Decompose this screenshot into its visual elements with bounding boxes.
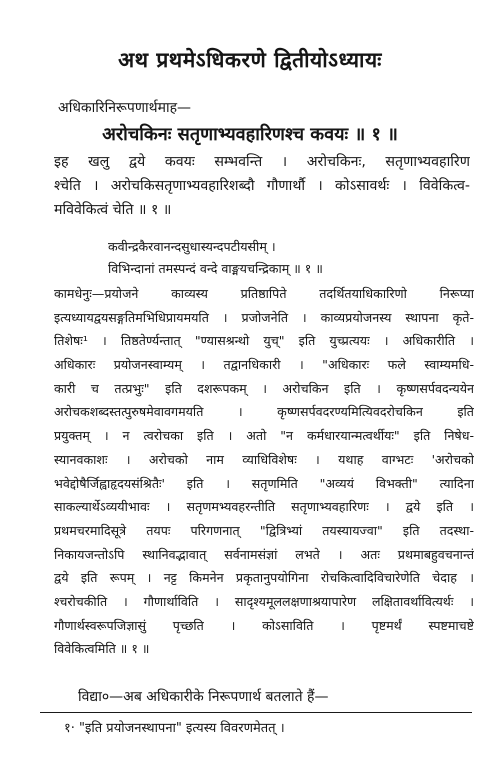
commentary-line: प्रयुक्तम् । न त्वरोचका इति । अतो "न कर्मधारयान्मत्वर्थीयः" इति निषेध-: [54, 428, 474, 444]
vritti-paragraph: [54, 150, 470, 222]
verse-line: विभिन्दानां तमस्पन्दं वन्दे वाङ्मयचन्द्रिकाम् ॥ १ ॥: [108, 261, 323, 276]
commentary-line: प्रथमचरमादिसूत्रे तयपः परिगणनात् "द्वित्रिभ्यां तयस्यायज्वा" इति तदस्था-: [54, 522, 474, 538]
commentary-line: द्वये इति रूपम् । नट्ट किमनेन प्रकृतानुपयोगिना रोचकित्वादिविचारेणेति चेदाह ।: [54, 570, 474, 586]
benedictory-verse: [108, 236, 323, 280]
commentary-line: भवेद्दोषैर्जिह्वाहृदयसंश्रितैः' इति । सतृणमिति "अव्ययं विभक्ती" त्यादिना: [54, 475, 474, 491]
hindi-summary: विद्या०—अब अधिकारीके निरूपणार्थ बतलाते हैं—: [78, 689, 329, 705]
commentary-line: अधिकारः प्रयोजनस्वाम्यम् । तद्वानधिकारी । "अधिकारः फले स्वाम्यमधि-: [54, 357, 474, 373]
commentary-line: कारी च तत्प्रभुः" इति दशरूपकम् । अरोचकिन इति । कृष्णसर्पवदन्ययेन: [54, 380, 474, 396]
commentary-line: कामधेनुः—प्रयोजने काव्यस्य प्रतिष्ठापिते तदर्थितयाधिकारिणो निरूप्या: [54, 286, 474, 301]
commentary-line: निकायजन्तोऽपि स्थानिवद्भावात् सर्वनामसंज्ञां लभते । अतः प्रथमाबहुवचनान्तं: [54, 546, 474, 562]
verse-line: कवीन्द्रकैरवानन्दसुधास्यन्दपटीयसीम् ।: [108, 239, 276, 254]
chapter-title: अथ प्रथमेऽधिकरणे द्वितीयोऽध्यायः: [118, 48, 382, 72]
footnote-divider: [40, 712, 472, 713]
commentary-line: स्यानवकाशः । अरोचको नाम व्याधिविशेषः । यथाह वाग्भटः 'अरोचको: [54, 451, 474, 467]
vritti-line: इह खलु द्वये कवयः सम्भवन्ति । अरोचकिनः, सतृणाभ्यवहारिण: [54, 154, 470, 170]
commentary-line: इत्यध्यायद्वयसङ्गतिमभिधिप्रायमयति । प्रजोजनेति । काव्यप्रयोजनस्य स्थापना कृते-: [54, 309, 474, 325]
commentary-line: अरोचकशब्दस्तत्पुरुषमेवावगमयति । कृष्णसर्पवदरण्यमित्यिवदरोचकिन इति: [54, 404, 474, 420]
intro-line: अधिकारिनिरूपणार्थमाह—: [58, 100, 192, 116]
sutra-heading: अरोचकिनः सतृणाभ्यवहारिणश्च कवयः ॥ १ ॥: [102, 124, 398, 145]
commentary-line: गौणार्थस्वरूपजिज्ञासुं पृच्छति । कोऽसाविति । पृष्टमर्थं स्पष्टमाचष्टे: [54, 617, 474, 633]
kamadhenu-commentary: [54, 282, 474, 661]
commentary-line: श्चरोचकीति । गौणार्थाविति । सादृश्यमूललक्षणाश्रयापारेण लक्षितावर्थावित्यर्थः ।: [54, 593, 474, 609]
commentary-line: साकल्यार्थेऽव्ययीभावः । सतृणमभ्यवहरन्तीति सतृणाभ्यवहारिणः । द्वये इति ।: [54, 499, 474, 515]
vritti-line: श्चेति । अरोचकिसतृणाभ्यवहारिशब्दौ गौणार्थौ । कोऽसावर्थः । विवेकित्व-: [54, 178, 470, 194]
commentary-line: तिशेषः¹ । तिष्ठतेर्ण्यन्तात् "ण्यासश्रन्थो युच्" इति युच्प्रत्ययः । अधिकारीति ।: [54, 333, 474, 349]
vritti-line: मविवेकित्वं चेति ॥ १ ॥: [54, 202, 172, 218]
footnote: १· "इति प्रयोजनस्थापना" इत्यस्य विवरणमेतत् ।: [64, 721, 285, 736]
commentary-line: विवेकित्वमिति ॥ १ ॥: [54, 641, 150, 657]
